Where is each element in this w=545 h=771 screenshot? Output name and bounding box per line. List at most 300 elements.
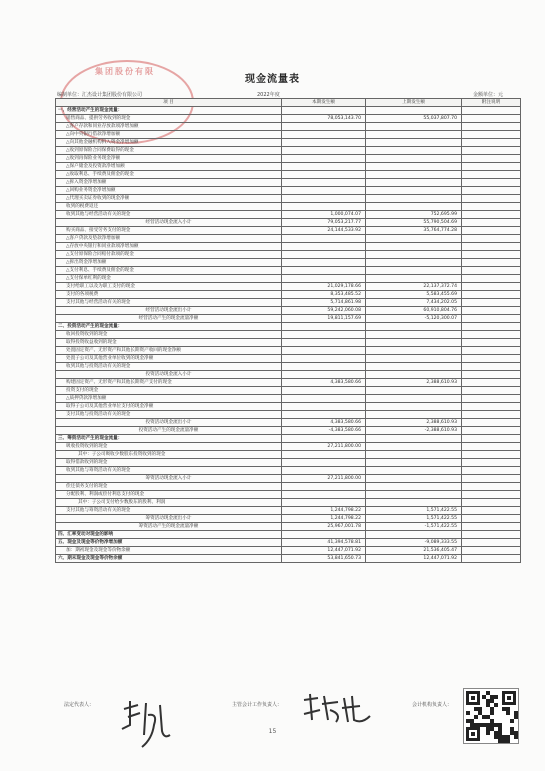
row-current-amount xyxy=(282,139,366,147)
table-row xyxy=(56,483,521,491)
row-note xyxy=(462,251,521,259)
row-note xyxy=(462,339,521,347)
table-row xyxy=(56,171,521,179)
row-current-amount xyxy=(282,107,366,115)
row-current-amount: 4,383,580.66 xyxy=(282,379,366,387)
table-row xyxy=(56,219,521,227)
table-row xyxy=(56,155,521,163)
row-previous-amount xyxy=(366,403,462,411)
row-current-amount: 79,053,217.77 xyxy=(282,219,366,227)
accounting-head-signature xyxy=(300,690,380,730)
row-previous-amount: 55,037,807.70 xyxy=(366,115,462,123)
row-note xyxy=(462,347,521,355)
row-previous-amount: 12,447,071.92 xyxy=(366,555,462,563)
row-label: △拆入资金净增加额 xyxy=(56,179,282,187)
accounting-dept-head-label: 会计机构负责人： xyxy=(412,702,453,708)
row-previous-amount: 55,790,504.69 xyxy=(366,219,462,227)
row-previous-amount xyxy=(366,195,462,203)
row-previous-amount xyxy=(366,475,462,483)
row-note xyxy=(462,315,521,323)
row-current-amount xyxy=(282,203,366,211)
row-label: △质押贷款净增加额 xyxy=(56,395,282,403)
row-previous-amount xyxy=(366,147,462,155)
row-current-amount xyxy=(282,491,366,499)
table-row xyxy=(56,315,521,323)
row-previous-amount xyxy=(366,499,462,507)
table-row xyxy=(56,451,521,459)
row-label: △收取利息、手续费及佣金的现金 xyxy=(56,171,282,179)
unit-label: 金额单位：元 xyxy=(473,92,504,98)
row-current-amount: 19,811,157.69 xyxy=(282,315,366,323)
row-previous-amount xyxy=(366,163,462,171)
row-previous-amount xyxy=(366,451,462,459)
row-previous-amount: -9,089,333.55 xyxy=(366,539,462,547)
table-row xyxy=(56,523,521,531)
row-previous-amount: 60,910,804.76 xyxy=(366,307,462,315)
row-label: △支付利息、手续费及佣金的现金 xyxy=(56,267,282,275)
column-header-item: 项 目 xyxy=(56,99,282,107)
row-previous-amount: -5,120,300.07 xyxy=(366,315,462,323)
row-label: △支付原保险合同赔付款项的现金 xyxy=(56,251,282,259)
column-header-note: 附注说明 xyxy=(462,99,521,107)
row-previous-amount xyxy=(366,155,462,163)
row-note xyxy=(462,115,521,123)
row-current-amount: 4,383,580.66 xyxy=(282,419,366,427)
page-title: 现金流量表 xyxy=(245,74,300,85)
row-label: 处置子公司及其他营业单位收到的现金净额 xyxy=(56,355,282,363)
row-note xyxy=(462,187,521,195)
column-header-current: 本期发生额 xyxy=(282,99,366,107)
row-current-amount: 1,000,074.07 xyxy=(282,211,366,219)
row-note xyxy=(462,211,521,219)
row-previous-amount xyxy=(366,179,462,187)
row-previous-amount xyxy=(366,235,462,243)
row-note xyxy=(462,515,521,523)
row-previous-amount: 2,388,610.93 xyxy=(366,419,462,427)
row-label: 投资活动产生的现金流量净额 xyxy=(56,427,282,435)
row-current-amount xyxy=(282,411,366,419)
row-label: 经营活动现金流入小计 xyxy=(56,219,282,227)
table-row xyxy=(56,299,521,307)
row-current-amount xyxy=(282,131,366,139)
row-current-amount: 1,244,798.22 xyxy=(282,515,366,523)
row-previous-amount xyxy=(366,411,462,419)
table-row xyxy=(56,259,521,267)
cash-flow-table xyxy=(55,98,521,563)
row-previous-amount xyxy=(366,443,462,451)
row-previous-amount xyxy=(366,491,462,499)
row-label: 收到其他与筹资活动有关的现金 xyxy=(56,467,282,475)
row-current-amount xyxy=(282,331,366,339)
row-previous-amount xyxy=(366,323,462,331)
row-current-amount: 27,211,800.00 xyxy=(282,475,366,483)
row-current-amount xyxy=(282,155,366,163)
row-note xyxy=(462,427,521,435)
row-current-amount xyxy=(282,259,366,267)
row-label: 经营活动现金流出小计 xyxy=(56,307,282,315)
row-note xyxy=(462,291,521,299)
row-previous-amount xyxy=(366,371,462,379)
row-current-amount xyxy=(282,435,366,443)
row-previous-amount xyxy=(366,331,462,339)
row-previous-amount: 1,571,422.55 xyxy=(366,507,462,515)
table-row xyxy=(56,251,521,259)
row-current-amount xyxy=(282,275,366,283)
row-current-amount xyxy=(282,363,366,371)
row-label: 筹资活动现金流出小计 xyxy=(56,515,282,523)
row-note xyxy=(462,419,521,427)
row-label: 偿还债务支付的现金 xyxy=(56,483,282,491)
row-current-amount: 59,242,060.08 xyxy=(282,307,366,315)
row-note xyxy=(462,547,521,555)
row-current-amount: 24,144,533.92 xyxy=(282,227,366,235)
row-label: 收到其他与经营活动有关的现金 xyxy=(56,211,282,219)
row-label: 五、现金及现金等价物净增加额 xyxy=(56,539,282,547)
row-label: 一、经营活动产生的现金流量： xyxy=(56,107,282,115)
row-label: 取得子公司及其他营业单位支付的现金净额 xyxy=(56,403,282,411)
table-row xyxy=(56,123,521,131)
row-note xyxy=(462,523,521,531)
row-label: 六、期末现金及现金等价物余额 xyxy=(56,555,282,563)
table-row xyxy=(56,443,521,451)
row-label: △支付保单红利的现金 xyxy=(56,275,282,283)
row-current-amount: 78,053,143.70 xyxy=(282,115,366,123)
row-previous-amount xyxy=(366,123,462,131)
row-note xyxy=(462,331,521,339)
row-label: △向其他金融机构拆入资金净增加额 xyxy=(56,139,282,147)
row-current-amount xyxy=(282,243,366,251)
row-previous-amount xyxy=(366,435,462,443)
row-note xyxy=(462,307,521,315)
row-current-amount xyxy=(282,235,366,243)
row-current-amount xyxy=(282,187,366,195)
row-note xyxy=(462,107,521,115)
row-current-amount: 41,394,578.81 xyxy=(282,539,366,547)
period-label: 2022年度 xyxy=(257,92,280,98)
table-row xyxy=(56,203,521,211)
table-row xyxy=(56,139,521,147)
row-label: 取得借款收到的现金 xyxy=(56,459,282,467)
row-note xyxy=(462,555,521,563)
row-note xyxy=(462,539,521,547)
table-row xyxy=(56,187,521,195)
row-previous-amount xyxy=(366,459,462,467)
row-previous-amount xyxy=(366,363,462,371)
row-current-amount: 8,353,485.52 xyxy=(282,291,366,299)
row-note xyxy=(462,459,521,467)
row-previous-amount xyxy=(366,355,462,363)
table-row xyxy=(56,243,521,251)
row-note xyxy=(462,435,521,443)
column-header-previous: 上期发生额 xyxy=(366,99,462,107)
table-row xyxy=(56,403,521,411)
row-current-amount xyxy=(282,395,366,403)
row-note xyxy=(462,323,521,331)
table-row xyxy=(56,411,521,419)
row-previous-amount xyxy=(366,139,462,147)
row-previous-amount xyxy=(366,467,462,475)
row-current-amount: 21,029,178.66 xyxy=(282,283,366,291)
table-row xyxy=(56,371,521,379)
accounting-head-label: 主管会计工作负责人： xyxy=(232,702,283,708)
row-note xyxy=(462,195,521,203)
row-label: △收到再保险业务现金净额 xyxy=(56,155,282,163)
row-note xyxy=(462,379,521,387)
row-label: 购建固定资产、无形资产和其他长期资产支付的现金 xyxy=(56,379,282,387)
row-label: △向中央银行借款净增加额 xyxy=(56,131,282,139)
row-previous-amount xyxy=(366,395,462,403)
legal-rep-signature xyxy=(118,695,178,755)
row-label: 支付其他与投资活动有关的现金 xyxy=(56,411,282,419)
row-previous-amount xyxy=(366,251,462,259)
row-previous-amount xyxy=(366,339,462,347)
row-current-amount xyxy=(282,267,366,275)
row-note xyxy=(462,171,521,179)
row-label: 四、汇率变动对现金的影响 xyxy=(56,531,282,539)
row-label: 支付给职工以及为职工支付的现金 xyxy=(56,283,282,291)
row-current-amount xyxy=(282,147,366,155)
row-label: 经营活动产生的现金流量净额 xyxy=(56,315,282,323)
row-note xyxy=(462,411,521,419)
table-row xyxy=(56,459,521,467)
row-label: 加：期初现金及现金等价物余额 xyxy=(56,547,282,555)
table-row xyxy=(56,227,521,235)
table-row xyxy=(56,531,521,539)
row-current-amount xyxy=(282,171,366,179)
row-current-amount xyxy=(282,195,366,203)
row-note xyxy=(462,467,521,475)
row-previous-amount xyxy=(366,131,462,139)
table-row xyxy=(56,427,521,435)
table-row xyxy=(56,235,521,243)
table-row xyxy=(56,355,521,363)
table-row xyxy=(56,539,521,547)
table-row xyxy=(56,363,521,371)
row-current-amount xyxy=(282,323,366,331)
row-note xyxy=(462,219,521,227)
row-previous-amount: 1,571,422.55 xyxy=(366,515,462,523)
row-current-amount xyxy=(282,179,366,187)
row-current-amount: 53,841,650.73 xyxy=(282,555,366,563)
row-note xyxy=(462,363,521,371)
row-note xyxy=(462,235,521,243)
row-label: △客户存款和同业存放款项净增加额 xyxy=(56,123,282,131)
row-label: 取得投资收益收到的现金 xyxy=(56,339,282,347)
table-row xyxy=(56,267,521,275)
table-row xyxy=(56,347,521,355)
row-label: 收到的税费返还 xyxy=(56,203,282,211)
row-note xyxy=(462,395,521,403)
row-note xyxy=(462,123,521,131)
table-row xyxy=(56,507,521,515)
row-label: 投资支付的现金 xyxy=(56,387,282,395)
row-label: 支付其他与筹资活动有关的现金 xyxy=(56,507,282,515)
table-row xyxy=(56,211,521,219)
qr-code xyxy=(463,688,519,744)
table-header-row xyxy=(56,99,521,107)
row-label: △保户储金及投资款净增加额 xyxy=(56,163,282,171)
row-note xyxy=(462,299,521,307)
row-note xyxy=(462,499,521,507)
row-previous-amount: 2,388,610.93 xyxy=(366,379,462,387)
table-row xyxy=(56,555,521,563)
row-note xyxy=(462,147,521,155)
row-current-amount xyxy=(282,339,366,347)
row-note xyxy=(462,283,521,291)
table-row xyxy=(56,435,521,443)
row-note xyxy=(462,387,521,395)
row-current-amount xyxy=(282,403,366,411)
row-previous-amount xyxy=(366,267,462,275)
row-label: 筹资活动产生的现金流量净额 xyxy=(56,523,282,531)
row-label: 筹资活动现金流入小计 xyxy=(56,475,282,483)
row-note xyxy=(462,371,521,379)
row-label: △客户贷款及垫款净增加额 xyxy=(56,235,282,243)
table-row xyxy=(56,195,521,203)
table-row xyxy=(56,419,521,427)
row-label: △拆出资金净增加额 xyxy=(56,259,282,267)
table-row xyxy=(56,467,521,475)
row-current-amount xyxy=(282,347,366,355)
row-label: 支付其他与经营活动有关的现金 xyxy=(56,299,282,307)
table-row xyxy=(56,115,521,123)
row-label: 投资活动现金流出小计 xyxy=(56,419,282,427)
row-previous-amount: 5,583,455.69 xyxy=(366,291,462,299)
row-current-amount xyxy=(282,355,366,363)
row-label: 购买商品、接受劳务支付的现金 xyxy=(56,227,282,235)
row-current-amount: -4,383,580.66 xyxy=(282,427,366,435)
table-row xyxy=(56,339,521,347)
row-note xyxy=(462,475,521,483)
row-label: 投资活动现金流入小计 xyxy=(56,371,282,379)
row-previous-amount: 35,764,774.28 xyxy=(366,227,462,235)
table-row xyxy=(56,515,521,523)
table-row xyxy=(56,131,521,139)
row-label: 收回投资收到的现金 xyxy=(56,331,282,339)
row-label: 二、投资活动产生的现金流量： xyxy=(56,323,282,331)
row-note xyxy=(462,451,521,459)
row-previous-amount xyxy=(366,243,462,251)
row-note xyxy=(462,243,521,251)
legal-rep-label: 法定代表人： xyxy=(64,702,95,708)
row-current-amount xyxy=(282,467,366,475)
table-row xyxy=(56,179,521,187)
row-previous-amount: -1,571,422.55 xyxy=(366,523,462,531)
row-label: 吸收投资收到的现金 xyxy=(56,443,282,451)
table-row xyxy=(56,291,521,299)
row-current-amount xyxy=(282,531,366,539)
table-row xyxy=(56,323,521,331)
row-previous-amount xyxy=(366,483,462,491)
table-row xyxy=(56,475,521,483)
row-note xyxy=(462,507,521,515)
row-current-amount xyxy=(282,371,366,379)
row-note xyxy=(462,203,521,211)
row-current-amount xyxy=(282,251,366,259)
row-note xyxy=(462,259,521,267)
row-note xyxy=(462,155,521,163)
table-row xyxy=(56,307,521,315)
row-note xyxy=(462,139,521,147)
row-current-amount xyxy=(282,483,366,491)
row-previous-amount: 752,695.99 xyxy=(366,211,462,219)
page-number: 15 xyxy=(268,728,277,735)
row-current-amount xyxy=(282,123,366,131)
row-note xyxy=(462,163,521,171)
row-current-amount: 27,211,800.00 xyxy=(282,443,366,451)
row-previous-amount xyxy=(366,387,462,395)
row-note xyxy=(462,483,521,491)
table-row xyxy=(56,379,521,387)
table-row xyxy=(56,387,521,395)
table-row xyxy=(56,395,521,403)
row-label: 处置固定资产、无形资产和其他长期资产收回的现金净额 xyxy=(56,347,282,355)
table-row xyxy=(56,491,521,499)
row-label: 三、筹资活动产生的现金流量： xyxy=(56,435,282,443)
row-previous-amount: 22,137,372.74 xyxy=(366,283,462,291)
preparer-label: 编制单位：汇杰设计集团股份有限公司 xyxy=(57,92,143,98)
row-note xyxy=(462,403,521,411)
row-note xyxy=(462,131,521,139)
row-previous-amount xyxy=(366,187,462,195)
table-row xyxy=(56,499,521,507)
row-current-amount xyxy=(282,387,366,395)
row-current-amount xyxy=(282,451,366,459)
row-current-amount: 1,244,798.22 xyxy=(282,507,366,515)
table-row xyxy=(56,275,521,283)
row-previous-amount: 7,434,202.05 xyxy=(366,299,462,307)
table-row xyxy=(56,547,521,555)
row-previous-amount xyxy=(366,347,462,355)
row-label: 分配股利、利润或偿付利息支付的现金 xyxy=(56,491,282,499)
company-seal-text: 集团股份有限 xyxy=(95,67,155,76)
row-label: 其中：子公司支付给少数股东的股利、利润 xyxy=(56,499,282,507)
row-previous-amount: 21,536,405.47 xyxy=(366,547,462,555)
row-previous-amount xyxy=(366,107,462,115)
table-row xyxy=(56,163,521,171)
table-row xyxy=(56,107,521,115)
table-row xyxy=(56,283,521,291)
row-note xyxy=(462,227,521,235)
row-label: △回购业务资金净增加额 xyxy=(56,187,282,195)
row-previous-amount: -2,388,610.93 xyxy=(366,427,462,435)
row-note xyxy=(462,179,521,187)
table-row xyxy=(56,331,521,339)
row-label: △存放中央银行和同业款项净增加额 xyxy=(56,243,282,251)
row-previous-amount xyxy=(366,275,462,283)
row-current-amount xyxy=(282,163,366,171)
row-label: △代理买卖证券收到的现金净额 xyxy=(56,195,282,203)
table-row xyxy=(56,147,521,155)
row-previous-amount xyxy=(366,171,462,179)
row-label: 收到其他与投资活动有关的现金 xyxy=(56,363,282,371)
row-current-amount xyxy=(282,459,366,467)
row-label: △收到原保险合同保费取得的现金 xyxy=(56,147,282,155)
row-label: 销售商品、提供劳务收到的现金 xyxy=(56,115,282,123)
row-note xyxy=(462,267,521,275)
row-label: 支付的各项税费 xyxy=(56,291,282,299)
row-current-amount: 12,447,071.92 xyxy=(282,547,366,555)
row-previous-amount xyxy=(366,203,462,211)
row-current-amount: 25,967,001.78 xyxy=(282,523,366,531)
row-previous-amount xyxy=(366,531,462,539)
row-current-amount: 5,714,861.98 xyxy=(282,299,366,307)
row-previous-amount xyxy=(366,259,462,267)
row-note xyxy=(462,275,521,283)
row-note xyxy=(462,531,521,539)
row-note xyxy=(462,443,521,451)
row-label: 其中：子公司吸收少数股东投资收到的现金 xyxy=(56,451,282,459)
